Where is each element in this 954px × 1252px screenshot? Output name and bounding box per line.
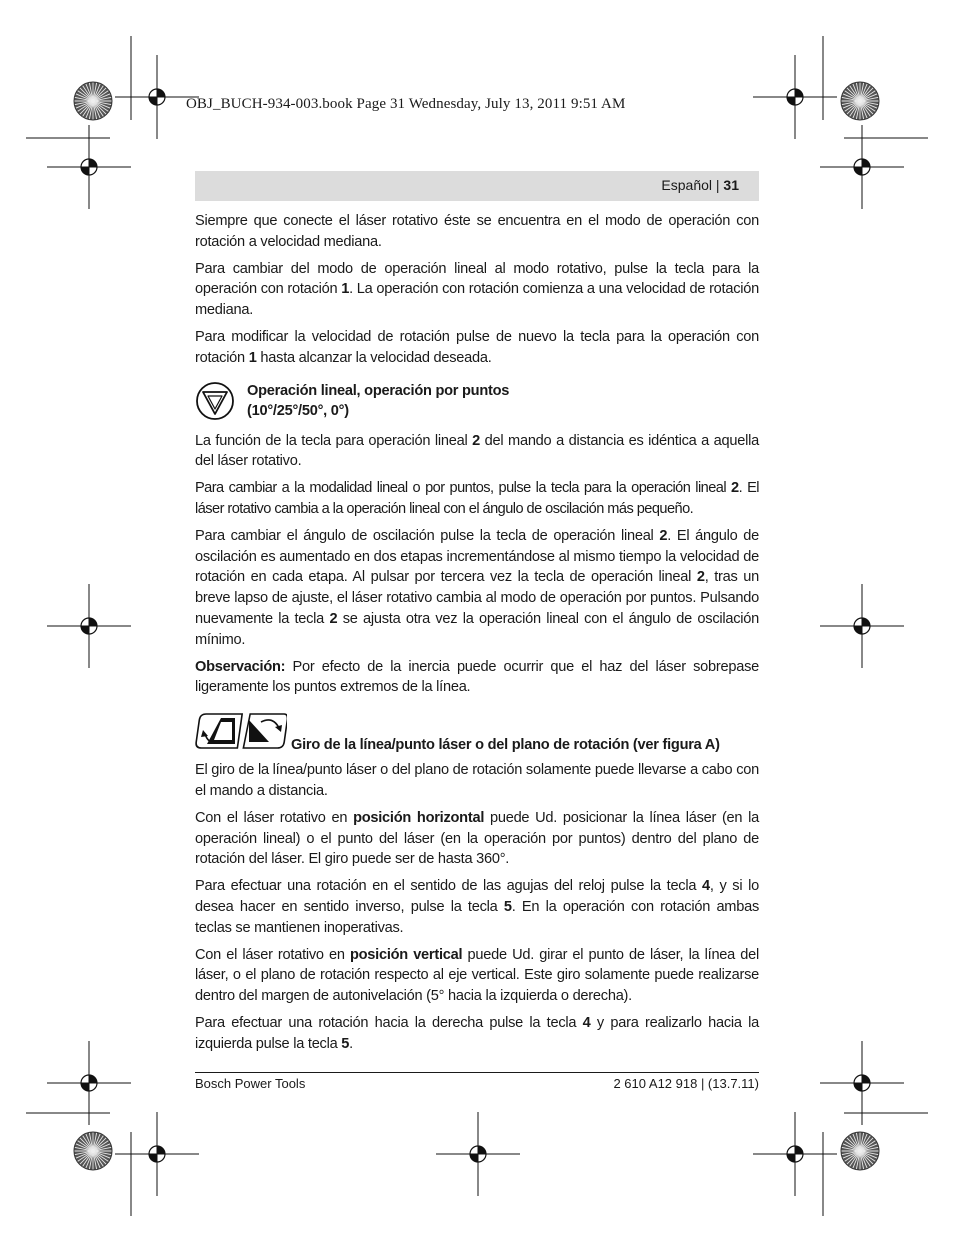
section-heading-line-mode [195,381,759,427]
header-separator: | [712,177,724,193]
paragraph: Observación: Por efecto de la inercia puede ocurrir que el haz del láser sobrepase ligeramente los puntos extremos de la línea. [195,658,759,696]
paragraph: Siempre que conecte el láser rotativo éste se encuentra en el modo de operación con rotación a velocidad mediana. [195,213,759,250]
page-body [195,211,759,1061]
page-header [195,171,759,201]
paragraph: Para cambiar del modo de operación lineal al modo rotativo, pulse la tecla para la operación con rotación 1. La operación con rotación comienza a una velocidad de rotación mediana. [195,260,759,319]
section-heading-rotation [195,708,759,756]
footer-brand: Bosch Power Tools [195,1076,306,1091]
header-label [661,177,739,193]
header-language: Español [661,177,712,193]
section-title: Operación lineal, operación por puntos (10°/25°/50°, 0°) [247,382,510,420]
paragraph: Para efectuar una rotación hacia la derecha pulse la tecla 4 y para realizarlo hacia la izquierda pulse la tecla 5. [195,1014,760,1052]
note-label: Observación: [195,658,286,675]
paragraph: Con el láser rotativo en posición horizontal puede Ud. posicionar la línea láser (en la operación lineal) o el punto del láser (en la operación por puntos) dentro del plano de rotación del láser. El giro puede ser de hasta 360°. [195,809,759,868]
rotate-counterclockwise-icon [195,714,242,748]
print-slug: OBJ_BUCH-934-003.book Page 31 Wednesday, July 13, 2011 9:51 AM [186,96,626,112]
paragraph: Para cambiar el ángulo de oscilación pulse la tecla de operación lineal 2. El ángulo de oscilación es aumentado en dos etapas incrementándose al mismo tiempo la velocidad de rotación en cada etapa. Al pulsar por tercera vez la tecla de operación lineal 2, tras un breve lapso de ajuste, el láser rotativo cambia al modo de operación por puntos. Pulsando nuevamente la tecla 2 se ajusta otra vez la operación lineal con el ángulo de oscilación mínimo. [195,527,760,648]
line-mode-triangle-icon [195,381,247,427]
section-title: Giro de la línea/punto láser o del plano de rotación (ver figura A) [291,737,720,754]
footer-doc-number: 2 610 A12 918 | (13.7.11) [613,1076,759,1091]
page-number: 31 [723,177,739,193]
paragraph: Para efectuar una rotación en el sentido de las agujas del reloj pulse la tecla 4, y si lo desea hacer en sentido inverso, pulse la tecla 5. En la operación con rotación ambas teclas se mantienen inoperativas. [195,878,759,936]
rotation-icons [195,708,291,756]
paragraph: Con el láser rotativo en posición vertical puede Ud. girar el punto de láser, la línea del láser, o el plano de rotación respecto al eje vertical. Este giro solamente puede realizarse dentro del margen de autonivelación (5° hacia la izquierda o derecha). [195,946,759,1005]
paragraph: El giro de la línea/punto láser o del plano de rotación solamente puede llevarse a cabo con el mando a distancia. [195,762,759,799]
paragraph: Para cambiar a la modalidad lineal o por puntos, pulse la tecla para la operación lineal 2. El láser rotativo cambia a la operación lineal con el ángulo de oscilación más pequeño. [195,480,759,517]
footer-rule [195,1072,759,1073]
paragraph: La función de la tecla para operación lineal 2 del mando a distancia es idéntica a aquella del láser rotativo. [195,432,759,470]
rotate-clockwise-icon [243,714,287,748]
paragraph: Para modificar la velocidad de rotación pulse de nuevo la tecla para la operación con rotación 1 hasta alcanzar la velocidad deseada. [195,328,759,366]
